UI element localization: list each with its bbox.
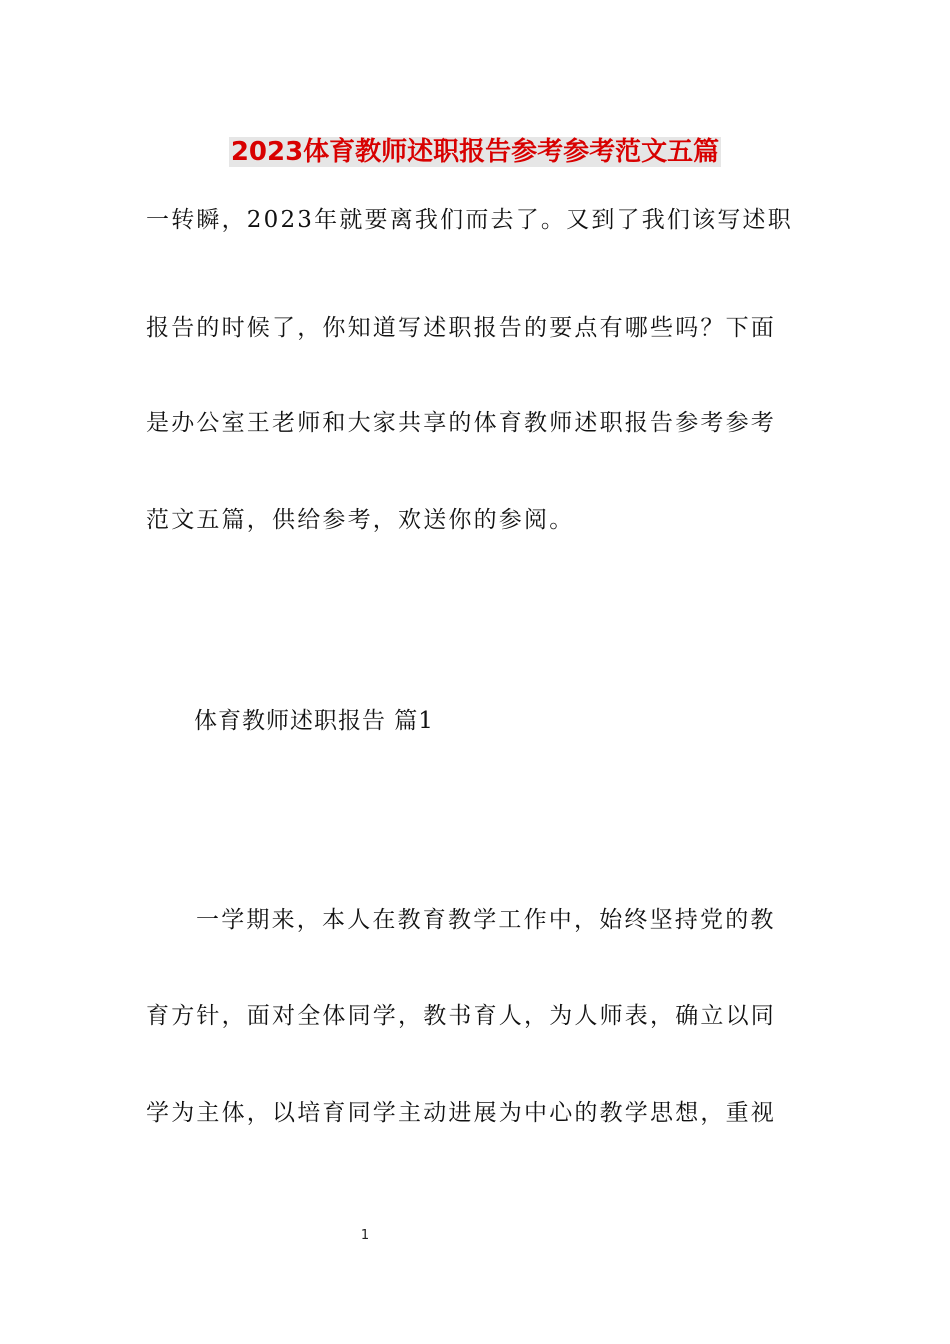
document-title-text: 2023体育教师述职报告参考参考范文五篇: [230, 137, 720, 167]
intro-line-4: 范文五篇，供给参考，欢送你的参阅。: [146, 507, 575, 533]
body-line-2: 育方针，面对全体同学，教书育人，为人师表，确立以同: [146, 1003, 776, 1029]
document-title: [0, 132, 950, 172]
body-line-3: 学为主体，以培育同学主动进展为中心的教学思想，重视: [146, 1100, 776, 1126]
page-number: 1: [360, 1228, 370, 1243]
intro-line-1: 一转瞬，2023年就要离我们而去了。又到了我们该写述职: [146, 207, 793, 233]
body-line-1: 一学期来，本人在教育教学工作中，始终坚持党的教: [196, 907, 776, 933]
intro-line-3: 是办公室王老师和大家共享的体育教师述职报告参考参考: [146, 410, 776, 436]
section-heading: 体育教师述职报告 篇1: [194, 708, 434, 734]
intro-line-2: 报告的时候了，你知道写述职报告的要点有哪些吗？下面: [146, 315, 776, 341]
